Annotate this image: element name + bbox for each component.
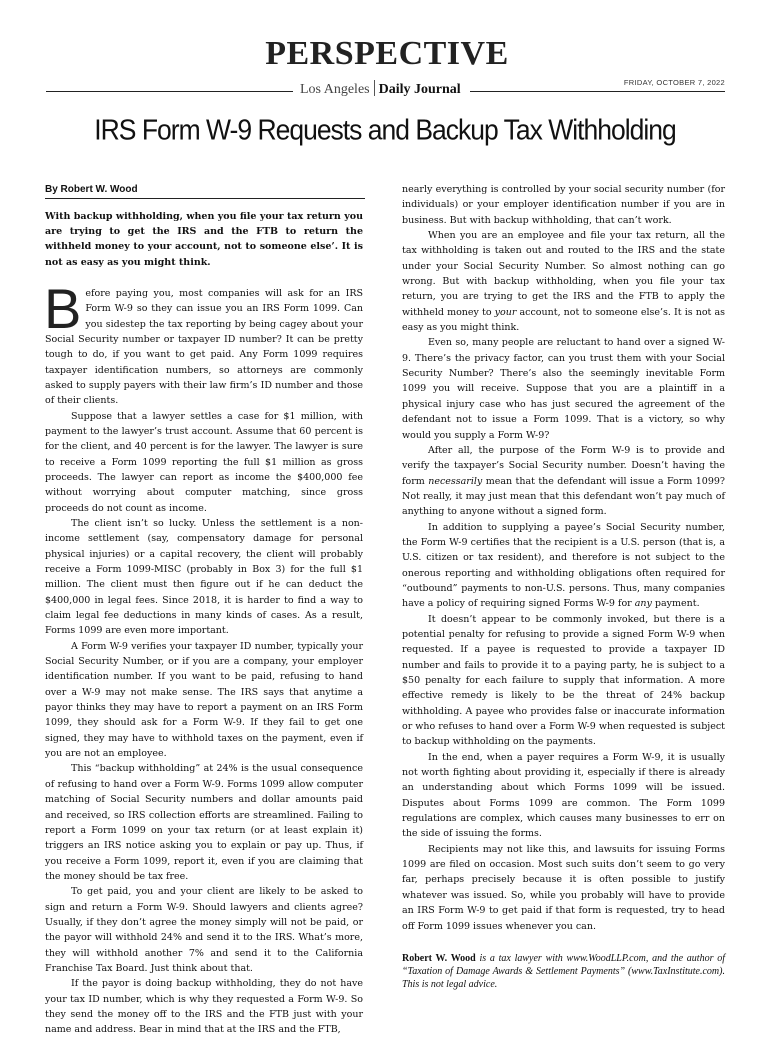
paragraph: After all, the purpose of the Form W-9 is to provide and verify the taxpayer’s Social Security number. Doesn’t having the form necessarily mean that the defendant will issue a Form 1099? Not really, it may just mean that this defendant won’t pay much of anything to anyone without a signed form. bbox=[402, 444, 726, 518]
paragraph: The client isn’t so lucky. Unless the settlement is a non-income settlement (say, compensatory damage for personal physical injuries) or a capital recovery, the client will probably receive a Form 1099-MISC (probably in Box 3) for the full $1 million. The client must then figure out if he can deduct the $400,000 in legal fees. Since 2018, it is harder to find a way to claim legal fee deductions in many kinds of cases. As a result, Forms 1099 are even more important. bbox=[45, 517, 363, 637]
headline: IRS Form W-9 Requests and Backup Tax Withholding bbox=[94, 113, 676, 147]
masthead bbox=[0, 0, 770, 110]
paragraph: In addition to supplying a payee’s Social Security number, the Form W-9 certifies that the recipient is a U.S. person (that is, a U.S. citizen or tax resident), and therefore is not subject to the onerous reporting and withholding obligations often required for “outbound” payments to non-U.S. persons. Thus, many companies have a policy of requiring signed Forms W-9 for any payment. bbox=[402, 521, 725, 610]
dek: With backup withholding, when you file your tax return you are trying to get the IRS and the FTB to return the withheld money to your account, not to someone else’. It is not as easy as you might think. bbox=[45, 211, 363, 268]
author-name: Robert W. Wood bbox=[402, 952, 476, 964]
paragraph: Before paying you, most companies will ask for an IRS Form W-9 so they can issue you an IRS Form 1099. Can you sidestep the tax reporting by being cagey about your Social Security number or taxpayer ID number? It can be pretty tough to do, if you want to get paid. Any Form 1099 requires taxpayer identification numbers, so attorneys are commonly asked to supply payers with their law firm’s ID number and those of their clients. bbox=[44, 276, 363, 407]
paragraph: nearly everything is controlled by your social security number (for individuals) or your employer identification number if you are in business. But with backup withholding, that can’t work. bbox=[402, 184, 725, 226]
city-label: Los Angeles bbox=[300, 82, 370, 97]
author-bio bbox=[402, 952, 725, 992]
paragraph: When you are an employee and file your tax return, all the tax withholding is taken out and routed to the IRS and the state under your Social Security Number. So almost nothing can go wrong. But with backup withholding, when you file your tax return, you are trying to get the IRS and the FTB to apply the withheld money to your account, not to someone else’s. It is not as easy as you might think. bbox=[402, 230, 725, 334]
divider bbox=[374, 80, 375, 96]
column-right bbox=[402, 182, 725, 991]
paragraph: Even so, many people are reluctant to hand over a signed W-9. There’s the privacy factor, can you trust them with your Social Security Number? There’s also the seemingly inevitable Form 1099 you will receive. Suppose that you are a plaintiff in a physical injury case who has just secured the agreement of the defendant not to issue a Form 1099. That is a victory, so why would you supply a Form W-9? bbox=[402, 337, 725, 441]
paragraph: A Form W-9 verifies your taxpayer ID number, typically your Social Security Number, or if you are a company, your employer identification number. If you want to be paid, refusing to hand over a W-9 may not make sense. The IRS says that anytime a payor thinks they may have to report a payment on an IRS Form 1099, they should ask for a Form W-9. If they fail to get one signed, they may have to withhold taxes on the payment, even if you are not an employee. bbox=[45, 640, 363, 760]
paragraph: This “backup withholding” at 24% is the usual consequence of refusing to hand over a Form W-9. Forms 1099 allow computer matching of Social Security numbers and dollar amounts paid and received, so IRS collection efforts are streamlined. Failing to report a Form 1099 on your tax return (or at least explain it) triggers an IRS notice asking you to explain or pay up. Thus, if you receive a Form 1099, report it, even if you are claiming that the money should be tax free. bbox=[45, 763, 363, 882]
paper-name: Daily Journal bbox=[378, 82, 461, 97]
paragraph: To get paid, you and your client are likely to be asked to sign and return a Form W-9. Should lawyers and clients agree? Usually, if they don’t agree the money simply will not be paid, or the payor will withhold 24% and send it to the IRS. What’s more, they will withhold another 7% and send it to the California Franchise Tax Board. Just think about that. bbox=[45, 886, 363, 974]
byline: By Robert W. Wood bbox=[45, 182, 365, 199]
divider bbox=[470, 91, 725, 92]
dateline: FRIDAY, OCTOBER 7, 2022 bbox=[623, 78, 725, 87]
drop-cap: B bbox=[44, 276, 82, 340]
paragraph: In the end, when a payer requires a Form W-9, it is usually not worth fighting about providing it, especially if there is already an understanding about which Forms 1099 will be issued. Disputes about Forms 1099 are common. The Form 1099 regulations are complex, which causes many businesses to err on the side of issuing the forms. bbox=[402, 751, 725, 840]
column-left bbox=[45, 182, 363, 1038]
divider bbox=[46, 91, 293, 92]
paragraph: Suppose that a lawyer settles a case for $1 million, with payment to the lawyer’s trust account. Assume that 60 percent is for the client, and 40 percent is for the lawyer. The lawyer is sure to receive a Form 1099 reporting the full $1 million as gross proceeds. The lawyer can report as income the $400,000 fee without worrying about computer matching, since gross proceeds do not count as income. bbox=[45, 410, 363, 514]
author-bio-text: is a tax lawyer with www.WoodLLP.com, and the author of “Taxation of Damage Awards & Settlement Payments” (www.TaxInstitute.com). This is not legal advice. bbox=[402, 952, 725, 991]
section-brand: PERSPECTIVE bbox=[265, 35, 509, 72]
paragraph: It doesn’t appear to be commonly invoked, but there is a potential penalty for refusing to provide a signed Form W-9 when requested. If a payee is requested to provide a taxpayer ID number and fails to provide it to a paying party, he is subject to a $50 penalty for each failure to supply that information. A more effective remedy is likely to be the threat of 24% backup withholding. A payee who provides false or inaccurate information or who refuses to hand over a Form W-9 when requested is subject to backup withholding on the payments. bbox=[402, 613, 725, 748]
publication-logo bbox=[300, 80, 461, 99]
paragraph: Recipients may not like this, and lawsuits for issuing Forms 1099 are filed on occasion. Most such suits don’t seem to go very far, perhaps precisely because it is often possible to justify whatever was issued. So, while you probably will have to provide an IRS Form W-9 to get paid if that form is requested, try to head off Form 1099 issues whenever you can. bbox=[402, 843, 725, 932]
paragraph: If the payor is doing backup withholding, they do not have your tax ID number, which is why they requested a Form W-9. So they send the money off to the IRS and the FTB just with your name and address. Bear in mind that at the IRS and the FTB, bbox=[45, 978, 363, 1036]
